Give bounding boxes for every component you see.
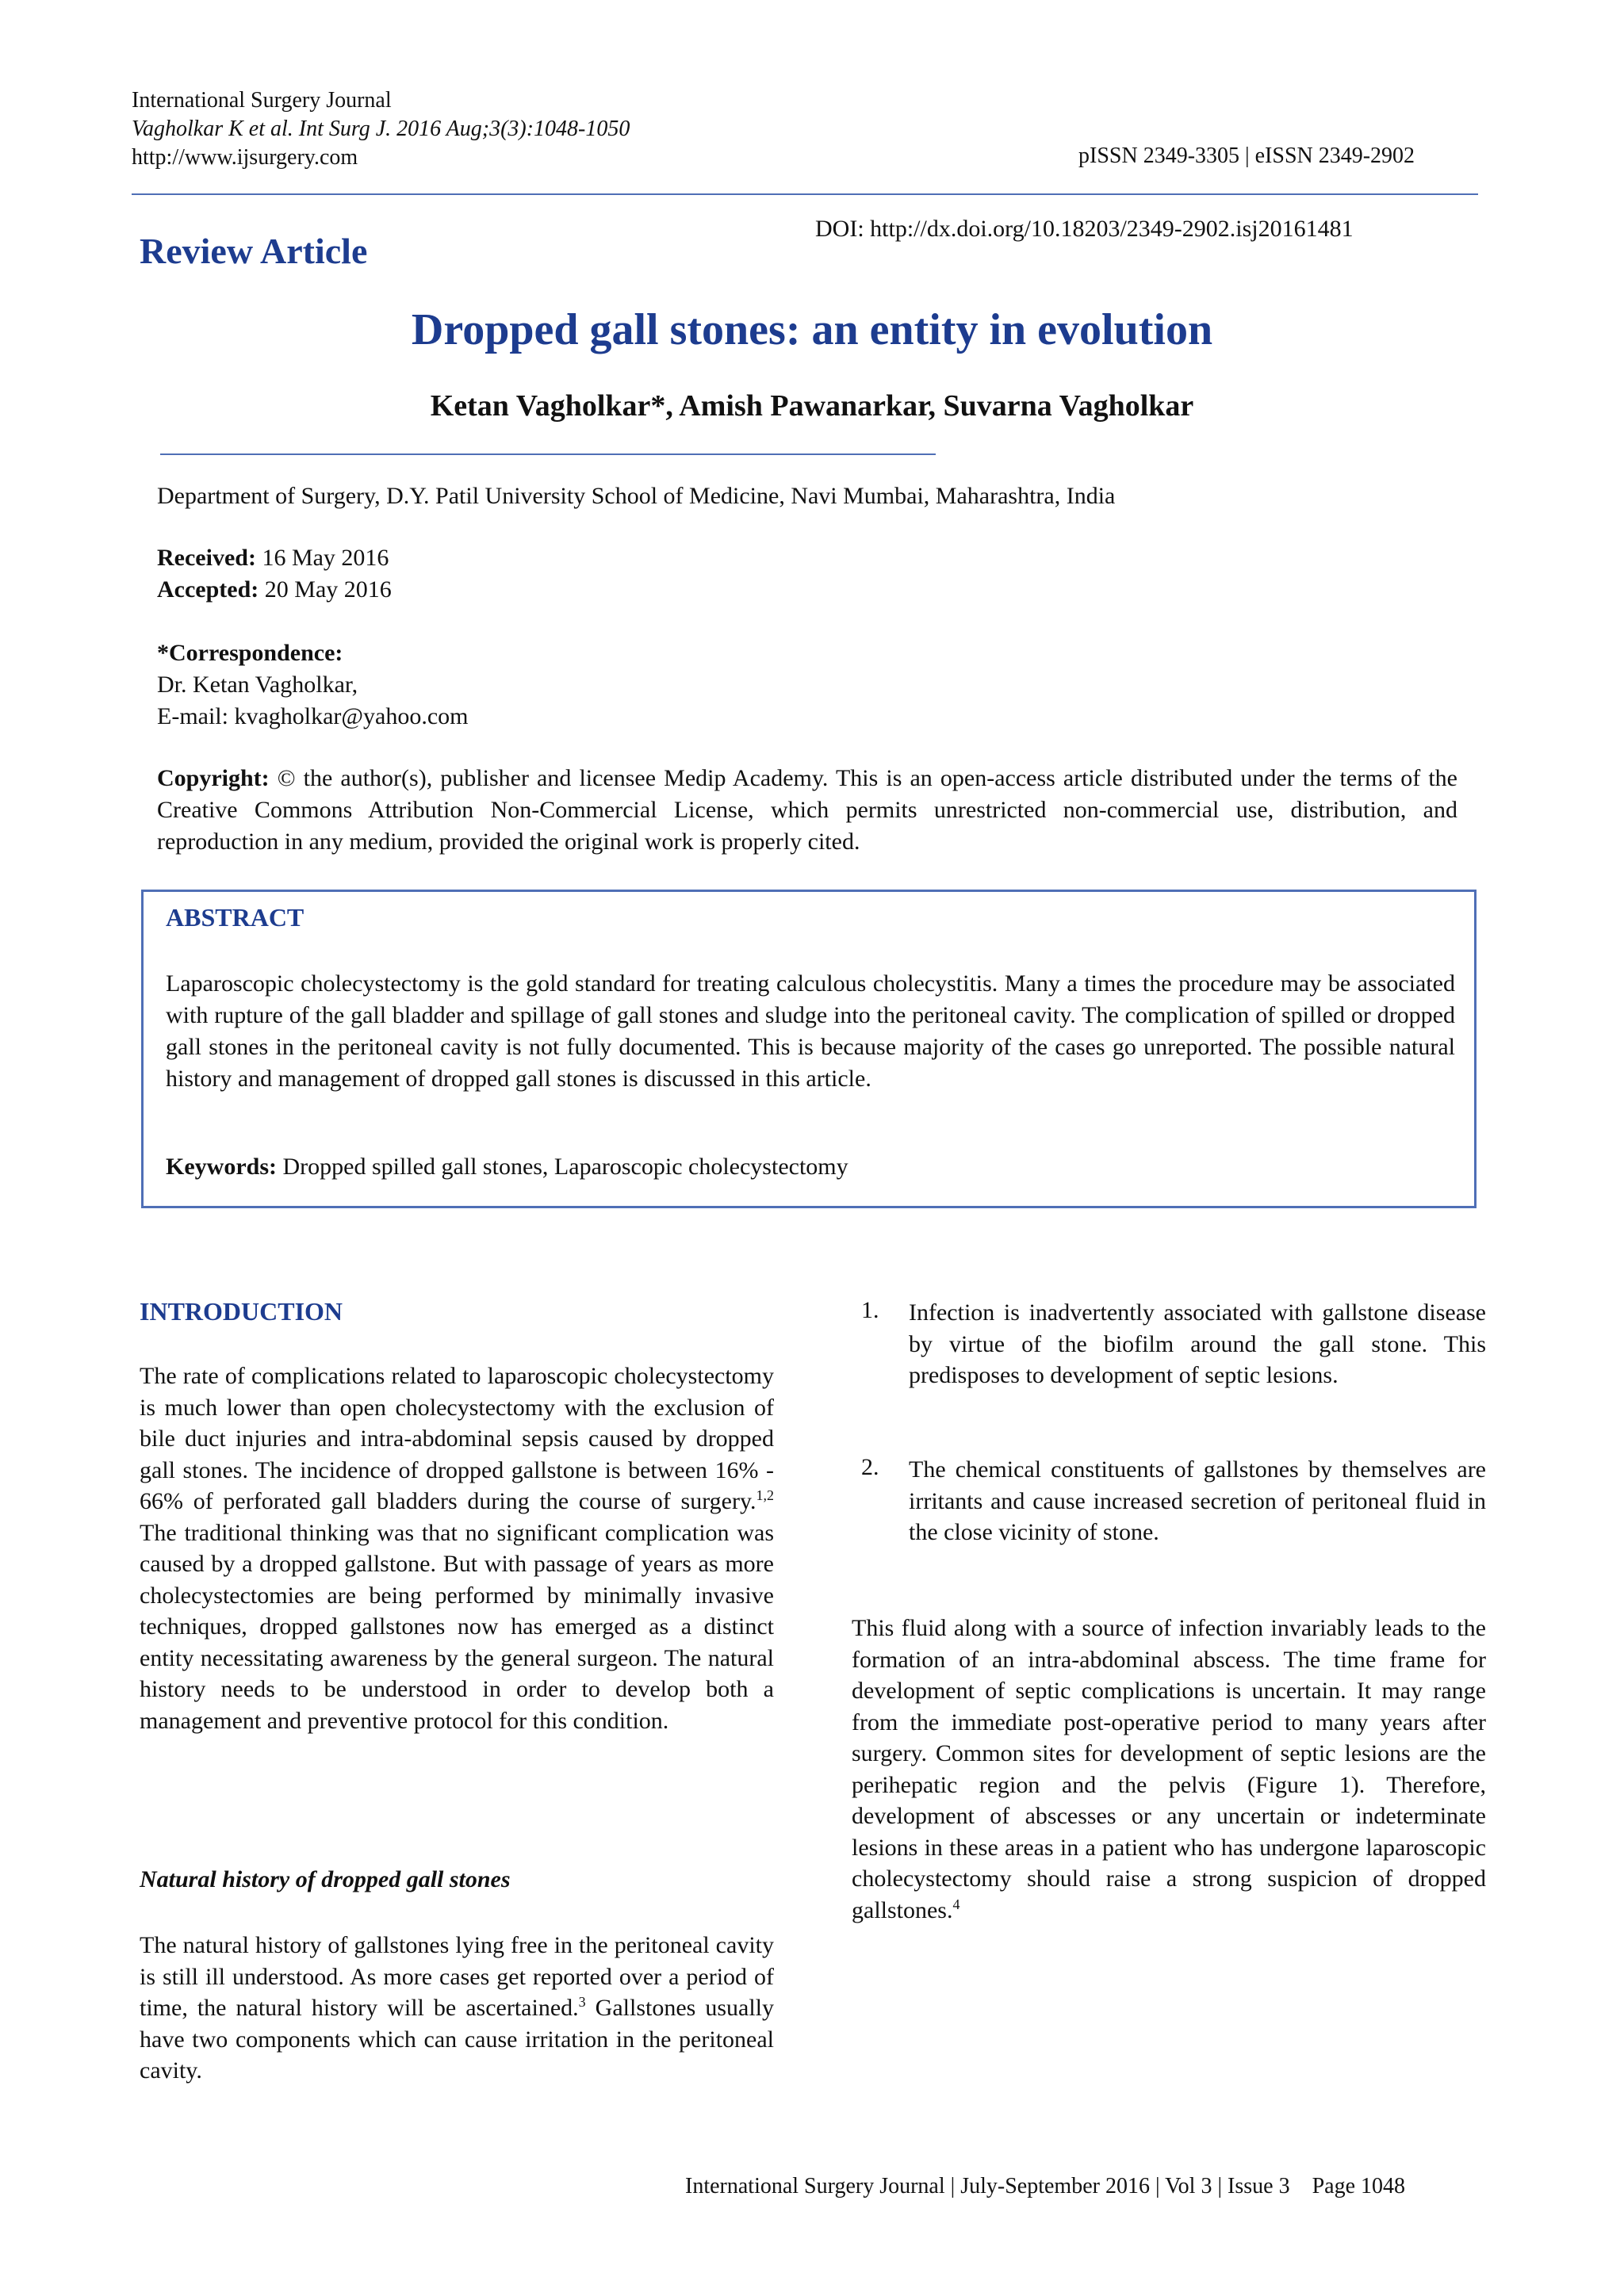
intro-p1-text-b: The traditional thinking was that no significant complication was caused by a dropped gallstone. But with passage of years as more cholecystectomies are being performed by minimally invasive techniques, dropped gallstones now has emerged as a distinct entity necessitating awareness by the general surgeon. The natural history needs to be understood in order to develop both a management and preventive protocol for this condition.	[140, 1519, 774, 1734]
accepted-value: 20 May 2016	[259, 576, 392, 603]
correspondence-name: Dr. Ketan Vagholkar,	[157, 672, 358, 698]
intro-paragraph-1	[140, 1360, 774, 1736]
intro-p2-text-a: The natural history of gallstones lying free in the peritoneal cavity is still ill understood. As more cases get reported over a period of time, the natural history will be ascertained.	[140, 1932, 774, 2021]
abstract-box	[141, 890, 1477, 1208]
abstract-heading: ABSTRACT	[166, 903, 304, 932]
copyright-notice	[157, 763, 1457, 858]
article-title: Dropped gall stones: an entity in evolution	[411, 305, 1213, 354]
accepted-label: Accepted:	[157, 576, 259, 603]
list-item-2: The chemical constituents of gallstones by themselves are irritants and cause increased secretion of peritoneal fluid in the close vicinity of stone.	[909, 1456, 1486, 1545]
copyright-label: Copyright:	[157, 765, 270, 791]
header-rule	[132, 193, 1478, 195]
issn: pISSN 2349-3305 | eISSN 2349-2902	[1078, 144, 1415, 168]
citation: Vagholkar K et al. Int Surg J. 2016 Aug;3(3):1048-1050	[132, 117, 630, 141]
journal-url[interactable]: http://www.ijsurgery.com	[132, 145, 358, 170]
page-footer: International Surgery Journal | July-September 2016 | Vol 3 | Issue 3 Page 1048	[685, 2174, 1406, 2198]
received-value: 16 May 2016	[255, 545, 389, 571]
list-item-1: Infection is inadvertently associated with gallstone disease by virtue of the biofilm around the gall stone. This predisposes to development of septic lesions.	[909, 1299, 1486, 1388]
citation-sup: 1,2	[756, 1487, 774, 1503]
list-item-1-number: 1.	[861, 1297, 879, 1323]
right-paragraph-text: This fluid along with a source of infection invariably leads to the formation of an intra-abdominal abscess. The time frame for development of septic complications is uncertain. It may range from the immediate post-operative period to many years after surgery. Common sites for development of septic lesions are the perihepatic region and the pelvis (Figure 1). Therefore, development of abscesses or any uncertain or indeterminate lesions in these areas in a patient who has undergone laparoscopic cholecystectomy should raise a strong suspicion of dropped gallstones.	[852, 1615, 1486, 1923]
authors-rule	[160, 453, 936, 455]
journal-name: International Surgery Journal	[132, 88, 392, 113]
keywords-label: Keywords:	[166, 1154, 277, 1180]
keywords	[166, 1154, 848, 1181]
list-item-2-number: 2.	[861, 1454, 879, 1480]
correspondence-label: *Correspondence:	[157, 640, 343, 666]
doi[interactable]: DOI: http://dx.doi.org/10.18203/2349-2902.isj20161481	[815, 216, 1354, 242]
intro-paragraph-2	[140, 1930, 774, 2087]
keywords-value: Dropped spilled gall stones, Laparoscopic cholecystectomy	[276, 1154, 848, 1180]
introduction-heading: INTRODUCTION	[140, 1297, 343, 1326]
authors: Ketan Vagholkar*, Amish Pawanarkar, Suvarna Vagholkar	[430, 389, 1194, 423]
natural-history-subheading: Natural history of dropped gall stones	[140, 1866, 511, 1892]
received-label: Received:	[157, 545, 256, 571]
correspondence-email[interactable]: E-mail: kvagholkar@yahoo.com	[157, 703, 469, 729]
intro-p2-text-b: Gallstones usually have two components which can cause irritation in the peritoneal cavity.	[140, 1995, 774, 2084]
article-type: Review Article	[140, 231, 368, 271]
citation-sup: 4	[952, 1896, 960, 1912]
abstract-text: Laparoscopic cholecystectomy is the gold standard for treating calculous cholecystitis. Many a times the procedure may be associated with rupture of the gall bladder and spillage of gall stones and sludge into the peritoneal cavity. The complication of spilled or dropped gall stones in the peritoneal cavity is not fully documented. This is because majority of the cases go unreported. The possible natural history and management of dropped gall stones is discussed in this article.	[166, 970, 1455, 1092]
intro-p1-text-a: The rate of complications related to laparoscopic cholecystectomy is much lower than open cholecystectomy with the exclusion of bile duct injuries and intra-abdominal sepsis caused by dropped gall stones. The incidence of dropped gallstone is between 16% - 66% of perforated gall bladders during the course of surgery.	[140, 1363, 774, 1514]
correspondence	[157, 637, 469, 733]
right-paragraph	[852, 1613, 1486, 1926]
received-date	[157, 542, 389, 574]
citation-sup: 3	[578, 1994, 586, 2010]
affiliation: Department of Surgery, D.Y. Patil University School of Medicine, Navi Mumbai, Maharashtra, India	[157, 483, 1116, 509]
accepted-date	[157, 574, 392, 606]
copyright-text: © the author(s), publisher and licensee Medip Academy. This is an open-access article distributed under the terms of the Creative Commons Attribution Non-Commercial License, which permits unrestricted non-commercial use, distribution, and reproduction in any medium, provided the original work is properly cited.	[157, 765, 1457, 855]
